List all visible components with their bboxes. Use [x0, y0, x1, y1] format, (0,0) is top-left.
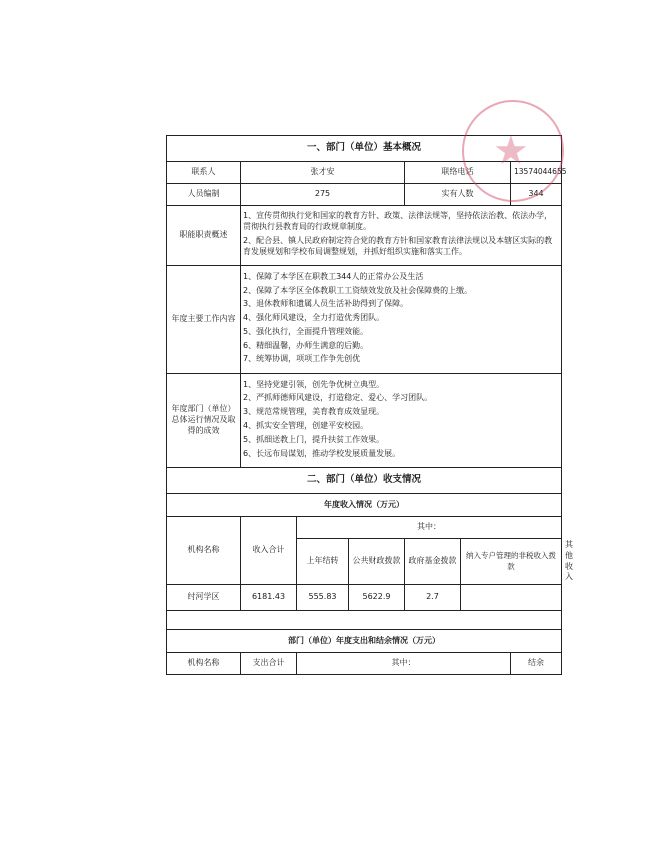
income-special: [461, 585, 562, 611]
income-public-fiscal: 5622.9: [349, 585, 405, 611]
staff-quota-value: 275: [241, 184, 405, 206]
contact-label: 联系人: [167, 162, 241, 184]
expense-col-org-name: 机构名称: [167, 653, 241, 675]
result-item: 6、长远布局谋划，推动学校发展质量发展。: [243, 448, 401, 458]
col-public-fiscal: 公共财政拨款: [349, 539, 405, 585]
result-item: 2、严抓师德师风建设，打造稳定、爱心、学习团队。: [243, 393, 433, 403]
phone-value: 13574044655: [511, 162, 562, 184]
task-item: 1、保障了本学区在职教工344人的正常办公及生活: [243, 271, 424, 281]
income-total: 6181.43: [241, 585, 297, 611]
income-gov-fund: 2.7: [405, 585, 461, 611]
duty-content: [241, 206, 562, 266]
income-table-title: 年度收入情况（万元）: [167, 494, 562, 517]
task-item: 2、保障了本学区全体教职工工资绩效发放及社会保障费的上缴。: [243, 285, 473, 295]
actual-staff-value: 344: [511, 184, 562, 206]
col-special-nontax: 纳入专户管理的非税收入拨款: [461, 539, 562, 585]
budget-document: [166, 135, 574, 675]
expense-col-of-which: 其中：: [297, 653, 511, 675]
section1-title: 一、部门（单位）基本概况: [167, 136, 562, 162]
result-item: 5、抓细送教上门，提升扶贫工作效果。: [243, 434, 385, 444]
tasks-content: [241, 266, 562, 374]
task-item: 7、统筹协调，项项工作争先创优: [243, 354, 361, 364]
col-carryover: 上年结转: [297, 539, 349, 585]
col-balance: 结余: [511, 653, 562, 675]
tasks-label: 年度主要工作内容: [167, 266, 241, 374]
results-label: 年度部门（单位）总体运行情况及取得的成效: [167, 374, 241, 468]
spacer-row: [167, 611, 562, 630]
result-item: 3、规范常规管理，美育教育成效显现。: [243, 407, 385, 417]
official-seal: [462, 100, 564, 202]
duty-item: 1、宣传贯彻执行党和国家的教育方针、政策、法律法规等，坚持依法治教、依法办学，贯彻执行县教育局的行政规章制度。: [243, 211, 553, 232]
duty-label: 职能职责概述: [167, 206, 241, 266]
seal-star-icon: ★: [493, 128, 529, 174]
phone-label: 联络电话: [405, 162, 511, 184]
section2-title: 二、部门（单位）收支情况: [167, 468, 562, 494]
expense-table-title: 部门（单位）年度支出和结余情况（万元）: [167, 630, 562, 653]
col-org-name: 机构名称: [167, 517, 241, 585]
contact-value: 张才安: [241, 162, 405, 184]
col-of-which: 其中：: [297, 517, 562, 539]
duty-item: 2、配合县、镇人民政府制定符合党的教育方针和国家教育法律法规以及本辖区实际的教育发展规划和学校布局调整规划，并抓好组织实施和落实工作。: [243, 236, 553, 256]
result-item: 4、抓实安全管理，创建平安校园。: [243, 421, 369, 430]
task-item: 5、强化执行，全面提升管理效能。: [243, 326, 369, 336]
task-item: 4、强化师风建设，全力打造优秀团队。: [243, 313, 385, 323]
col-gov-fund: 政府基金拨款: [405, 539, 461, 585]
col-total-expense: 支出合计: [241, 653, 297, 675]
task-item: 6、精细温馨，办师生满意的后勤。: [243, 340, 369, 350]
actual-staff-label: 实有人数: [405, 184, 511, 206]
col-total-income: 收入合计: [241, 517, 297, 585]
staff-quota-label: 人员编制: [167, 184, 241, 206]
task-item: 3、退休教师和遗属人员生活补助得到了保障。: [243, 299, 409, 309]
basic-info-table: 一、部门（单位）基本概况 联系人 张才安 联络电话 13574044655 人员编制 275 实有人数 344 职能职责概述 1、宣传贯彻执行党和国家的教育方针、政策、法律法规等，坚持依法治教、依法办学，贯彻执行县教育局的行政规章制度。 2、配合县、镇人民政府制定符合党的教育方针和国家教育法律法规以及本辖区实际的教育发展规划和学校布局调整规划，并抓好组织实施和落实工作。 年度主要工作内容 1、保障了本学区在职教工344人的正常办公及生活 2、保障了本学区全体教职工工资绩效发放及社会保障费的上缴。 3、退休教师和遗属人员生活补助得到了保障。 4、强化师风建设，全力打造优秀团队。 5、强化执行，全面提升管理效能。 6、精细温馨，办师生满意的后勤。 7、统筹协调，项项工作争先创优 年度部门（单位）总体运行情况及取得的成效 1、坚持党建引领，创先争优树立典型。 2、严抓师德师风建设，打造稳定、爱心、学习团队。 3、规范常规管理，美育教育成效显现。 4、抓实安全管理，创建平安校园。 5、抓细送教上门，提升扶贫工作效果。 6、长远布局谋划，推动学校发展质量发展。 二、部门（单位）收支情况 年度收入情况（万元） 机构名称 收入合计 其中： 上年结转 公共财政拨款 政府基金拨款 纳入专户管理的非税收入拨款 其他收入 纣河学区 6181.43 555.83 5622.9 2.7 部门（单位）年度支出和结余情况（万元） 机构名称 支出合计 其中： 结余: [166, 135, 562, 675]
result-item: 1、坚持党建引领，创先争优树立典型。: [243, 379, 385, 389]
results-content: [241, 374, 562, 468]
income-carryover: 555.83: [297, 585, 349, 611]
income-org: 纣河学区: [167, 585, 241, 611]
